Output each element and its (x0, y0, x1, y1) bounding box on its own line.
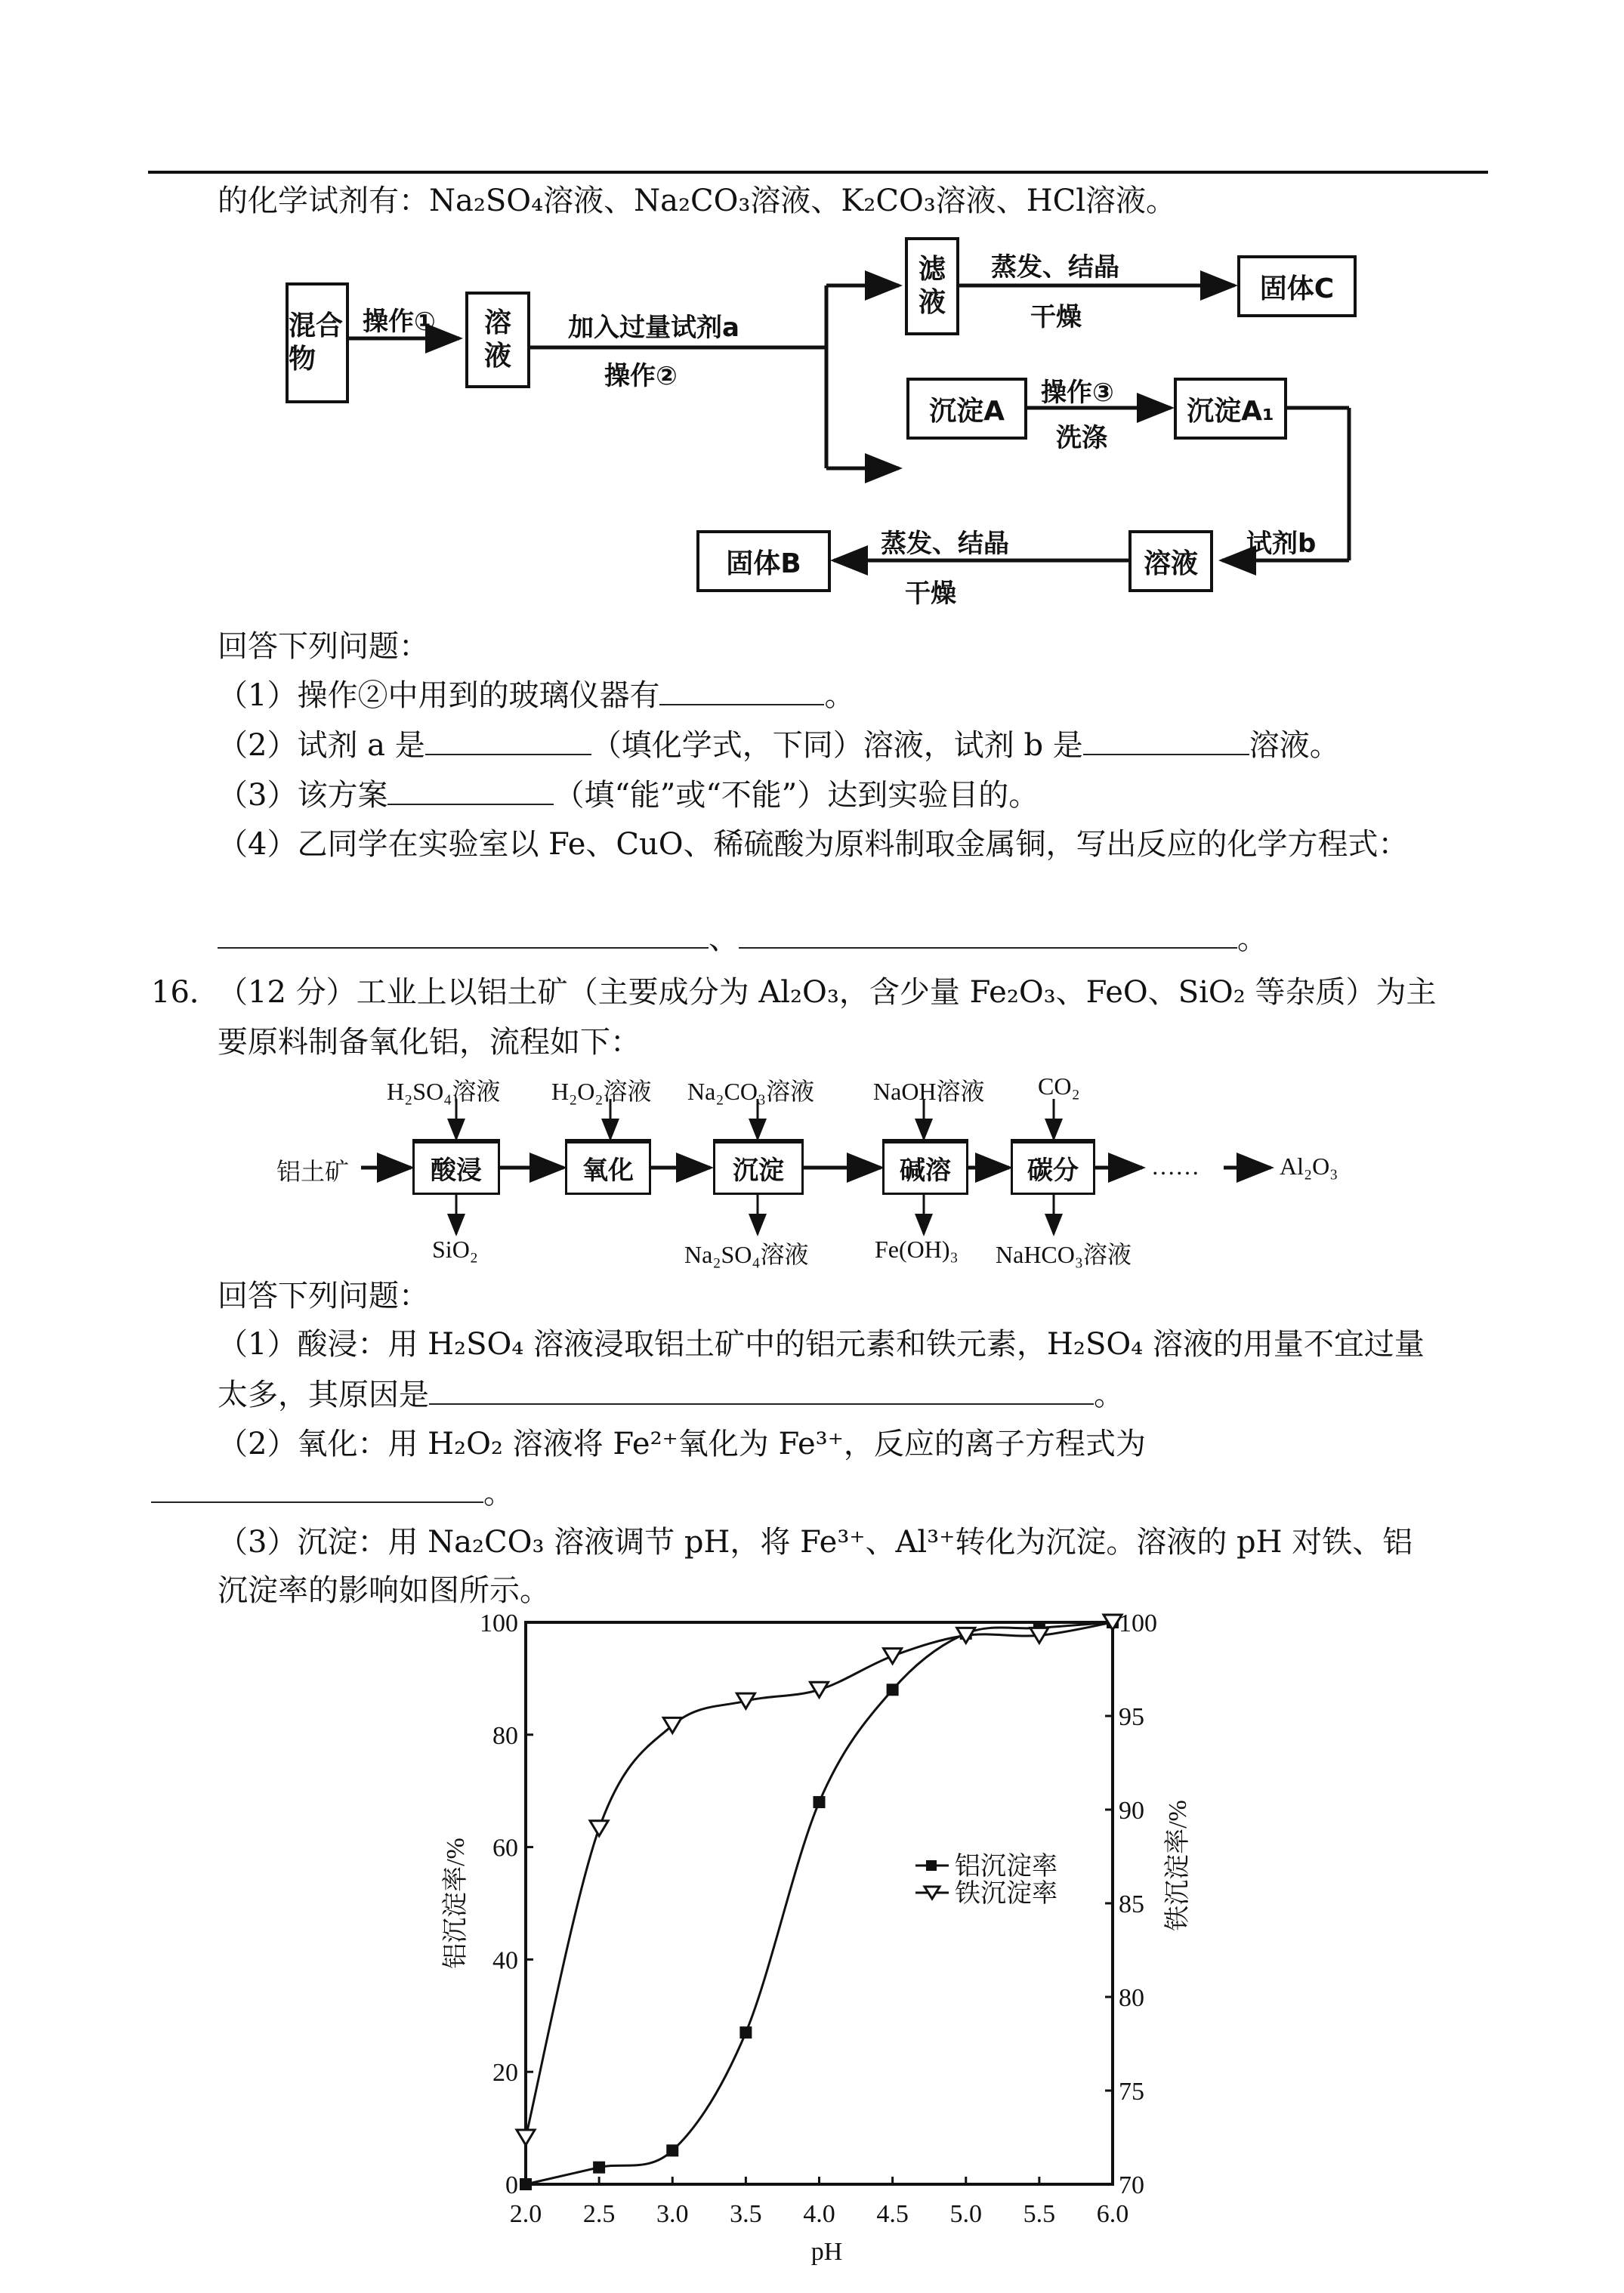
flow2-step-precipitation: 沉淀 (713, 1139, 804, 1195)
flow2-ellipsis: …… (1151, 1153, 1199, 1180)
flow2-output-4: Fe(OH)₃ (875, 1236, 959, 1263)
x-tick-label: 3.0 (656, 2200, 689, 2228)
iron-marker (590, 1821, 608, 1836)
q15-question-4-answer-line: 、 。 (218, 920, 1267, 957)
x-tick-label: 5.0 (949, 2200, 982, 2228)
iron-marker (736, 1693, 755, 1708)
x-tick-label: 2.5 (582, 2200, 616, 2228)
flow2-step-oxidation: 氧化 (565, 1139, 651, 1195)
x-axis-label: pH (810, 2238, 843, 2266)
x-tick-label: 6.0 (1096, 2200, 1129, 2228)
y2-tick-label: 75 (1119, 2078, 1144, 2106)
flow2-output-5: NaHCO₃溶液 (996, 1241, 1132, 1268)
q16-line-2: 要原料制备氧化铝，流程如下： (218, 1025, 641, 1060)
flow2-input-5: CO₂ (1038, 1072, 1080, 1100)
iron-marker (810, 1682, 829, 1697)
label-dry-2: 干燥 (905, 579, 956, 609)
label-evaporate-2: 蒸发、结晶 (881, 529, 1009, 559)
q15-question-2: （2）试剂 a 是 （填化学式，下同）溶液，试剂 b 是 溶液。 (218, 728, 1340, 763)
q16-line-1: （12 分）工业上以铝土矿（主要成分为 Al₂O₃，含少量 Fe₂O₃、FeO、SiO₂ 等杂质）为主 (218, 975, 1437, 1010)
q16-question-1-line-1: （1）酸浸：用 H₂SO₄ 溶液浸取铝土矿中的铝元素和铁元素，H₂SO₄ 溶液的用量不宜过量 (218, 1327, 1425, 1362)
q15-answer-header: 回答下列问题： (218, 629, 429, 664)
box-solid-b: 固体B (696, 530, 831, 592)
label-add-reagent-a: 加入过量试剂a (568, 313, 739, 343)
flow2-start-bauxite: 铝土矿 (276, 1158, 350, 1185)
y2-tick-label: 80 (1119, 1984, 1144, 2012)
y2-tick-label: 95 (1119, 1703, 1144, 1731)
aluminum-marker (593, 2162, 605, 2174)
y-axis-label: 铝沉淀率/% (442, 1838, 470, 1969)
flow2-step-carbonation: 碳分 (1011, 1139, 1095, 1195)
q16-number: 16． (151, 975, 220, 1010)
y2-tick-label: 100 (1119, 1609, 1157, 1637)
flow2-input-2: H₂O₂溶液 (551, 1078, 652, 1105)
x-tick-label: 4.0 (803, 2200, 835, 2228)
box-precipitate-a1: 沉淀A₁ (1174, 378, 1287, 440)
q16-answer-header: 回答下列问题： (218, 1279, 429, 1313)
flow2-end-alumina: Al₂O₃ (1280, 1153, 1338, 1180)
box-filtrate: 滤液 (905, 237, 959, 335)
q16-question-3-line-1: （3）沉淀：用 Na₂CO₃ 溶液调节 pH，将 Fe³⁺、Al³⁺转化为沉淀。溶液的 pH 对铁、铝 (218, 1525, 1413, 1560)
flow2-input-1: H₂SO₄溶液 (387, 1078, 501, 1105)
q15-question-1: （1）操作②中用到的玻璃仪器有 。 (218, 678, 855, 713)
aluminum-marker (814, 1796, 826, 1808)
aluminum-marker (520, 2178, 532, 2190)
box-solution: 溶液 (465, 292, 530, 388)
y2-axis-label: 铁沉淀率/% (1164, 1800, 1192, 1931)
y2-tick-label: 90 (1119, 1797, 1144, 1825)
legend-label-iron: 铁沉淀率 (955, 1880, 1057, 1908)
y2-tick-label: 85 (1119, 1890, 1144, 1918)
intro-line: 的化学试剂有：Na₂SO₄溶液、Na₂CO₃溶液、K₂CO₃溶液、HCl溶液。 (218, 184, 1177, 218)
label-wash: 洗涤 (1056, 423, 1107, 453)
box-precipitate-a: 沉淀A (906, 378, 1027, 440)
legend-label-aluminum: 铝沉淀率 (955, 1853, 1057, 1881)
y-tick-label: 100 (480, 1609, 518, 1637)
flow2-output-3: Na₂SO₄溶液 (684, 1241, 809, 1268)
q16-question-2: （2）氧化：用 H₂O₂ 溶液将 Fe²⁺氧化为 Fe³⁺，反应的离子方程式为 (218, 1427, 1146, 1461)
q16-question-2-answer-line: 。 (151, 1474, 514, 1511)
x-tick-label: 5.5 (1023, 2200, 1056, 2228)
box-solid-c: 固体C (1237, 255, 1357, 317)
flow2-step-alkali-dissolve: 碱溶 (882, 1139, 968, 1195)
q15-question-4: （4）乙同学在实验室以 Fe、CuO、稀硫酸为原料制取金属铜，写出反应的化学方程式： (218, 827, 1409, 862)
y-tick-label: 60 (492, 1834, 518, 1862)
label-op1: 操作① (363, 307, 436, 337)
aluminum-marker (739, 2026, 752, 2038)
flow2-input-3: Na₂CO₃溶液 (687, 1078, 815, 1105)
x-tick-label: 2.0 (509, 2200, 542, 2228)
q16-question-3-line-2: 沉淀率的影响如图所示。 (218, 1573, 550, 1608)
aluminum-marker (887, 1683, 899, 1696)
x-tick-label: 4.5 (876, 2200, 909, 2228)
label-op3: 操作③ (1041, 378, 1114, 408)
label-evaporate-1: 蒸发、结晶 (991, 252, 1119, 282)
y-tick-label: 20 (492, 2059, 518, 2088)
y2-tick-label: 70 (1119, 2171, 1144, 2199)
label-op2: 操作② (604, 361, 678, 391)
aluminum-marker (666, 2144, 678, 2156)
flow2-step-acid-leach: 酸浸 (412, 1139, 500, 1195)
y-tick-label: 0 (505, 2171, 518, 2199)
flow2-input-4: NaOH溶液 (873, 1078, 985, 1105)
x-tick-label: 3.5 (730, 2200, 762, 2228)
q16-question-1-line-2: 太多，其原因是 。 (218, 1378, 1124, 1412)
y-tick-label: 40 (492, 1946, 518, 1975)
y-tick-label: 80 (492, 1721, 518, 1750)
box-solution-2: 溶液 (1128, 530, 1213, 592)
label-dry-1: 干燥 (1030, 302, 1082, 332)
box-mixture: 混合物 (286, 282, 349, 403)
iron-marker (517, 2130, 535, 2145)
q15-question-3: （3）该方案 （填“能”或“不能”）达到实验目的。 (218, 778, 1039, 813)
flow2-output-1: SiO₂ (432, 1236, 478, 1263)
iron-marker (884, 1649, 902, 1664)
label-reagent-b: 试剂b (1246, 529, 1317, 559)
legend-marker-aluminum (926, 1860, 937, 1871)
